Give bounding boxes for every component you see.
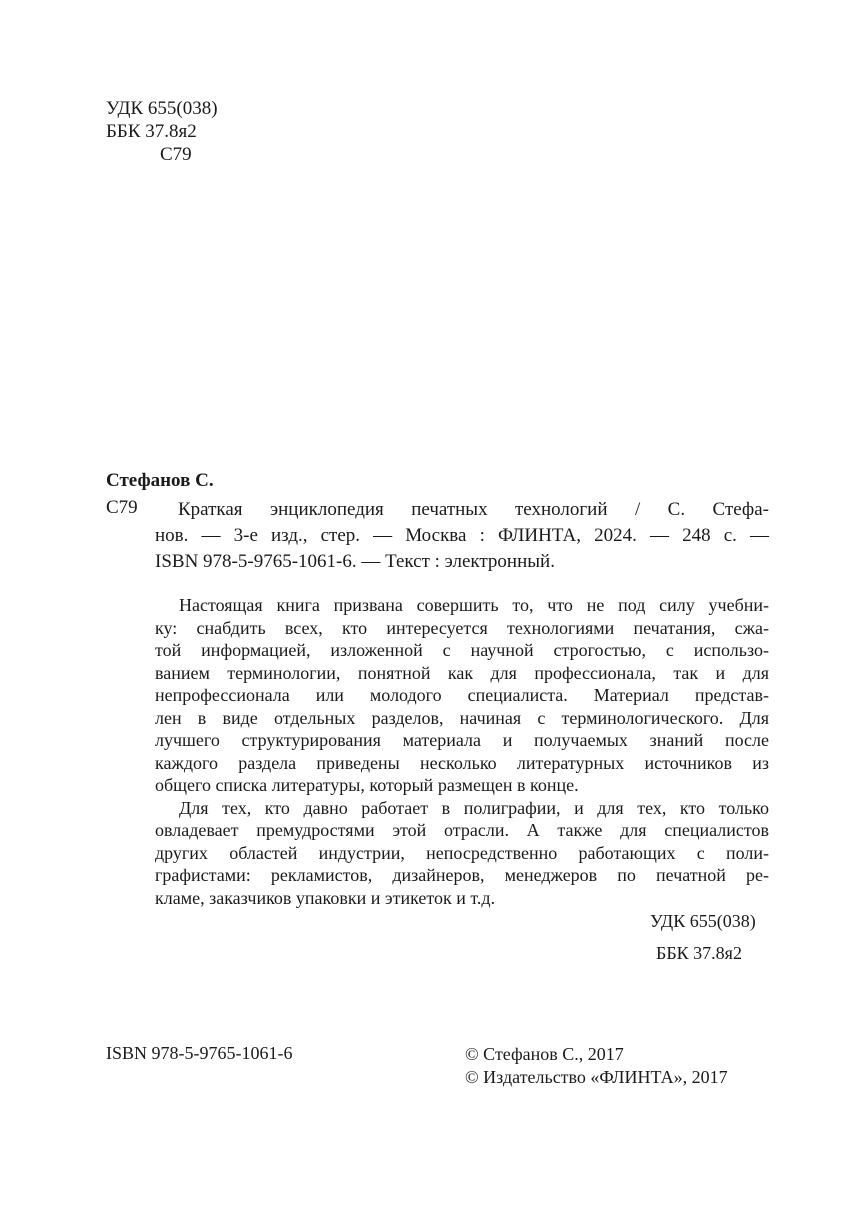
abstract-line: кламе, заказчиков упаковки и этикеток и т.д.: [155, 887, 496, 908]
abstract-line: лучшего структурирования материала и получаемых знаний после: [155, 730, 769, 750]
author-name: Стефанов С.: [106, 470, 214, 491]
abstract-line: той информацией, изложенной с научной строгостью, с использо-: [155, 640, 769, 660]
author-mark: С79: [160, 144, 192, 165]
abstract-line: других областей индустрии, непосредственно работающих с поли-: [155, 842, 769, 863]
classification-block: [106, 97, 218, 166]
abstract-udk: УДК 655(038): [650, 911, 756, 931]
abstract: [155, 594, 769, 909]
abstract-line: Настоящая книга призвана совершить то, что не под силу учебни-: [179, 595, 769, 615]
abstract-line: общего списка литературы, который размещен в конце.: [155, 775, 579, 795]
abstract-line: ванием терминологии, понятной как для профессионала, так и для: [155, 662, 769, 683]
isbn: ISBN 978-5-9765-1061-6: [106, 1043, 293, 1063]
entry-author-mark: С79: [106, 497, 138, 518]
biblio-line: Краткая энциклопедия печатных технологий / С. Стефа-: [178, 499, 769, 520]
biblio-line: ISBN 978-5-9765-1061-6. — Текст : электронный.: [155, 551, 555, 572]
udk-code: УДК 655(038): [106, 98, 218, 119]
bbk-code: ББК 37.8я2: [106, 121, 197, 142]
copyright-author: © Стефанов С., 2017: [465, 1044, 624, 1064]
biblio-line: нов. — 3-е изд., стер. — Москва : ФЛИНТА, 2024. — 248 с. —: [155, 525, 769, 546]
abstract-bbk: ББК 37.8я2: [656, 943, 742, 963]
abstract-line: графистами: рекламистов, дизайнеров, менеджеров по печатной ре-: [155, 865, 769, 885]
copyright-publisher: © Издательство «ФЛИНТА», 2017: [465, 1067, 728, 1087]
abstract-line: Для тех, кто давно работает в полиграфии, и для тех, кто только: [179, 797, 769, 818]
abstract-line: овладевает премудростями этой отрасли. А также для специалистов: [155, 820, 769, 840]
abstract-line: ку: снабдить всех, кто интересуется технологиями печатания, сжа-: [155, 617, 769, 638]
abstract-line: каждого раздела приведены несколько литературных источников из: [155, 752, 769, 773]
abstract-line: лен в виде отдельных разделов, начиная с терминологического. Для: [155, 707, 769, 728]
copyright-block: [465, 1043, 728, 1089]
bibliographic-description: [155, 497, 769, 575]
abstract-line: непрофессионала или молодого специалиста. Материал представ-: [155, 685, 769, 705]
